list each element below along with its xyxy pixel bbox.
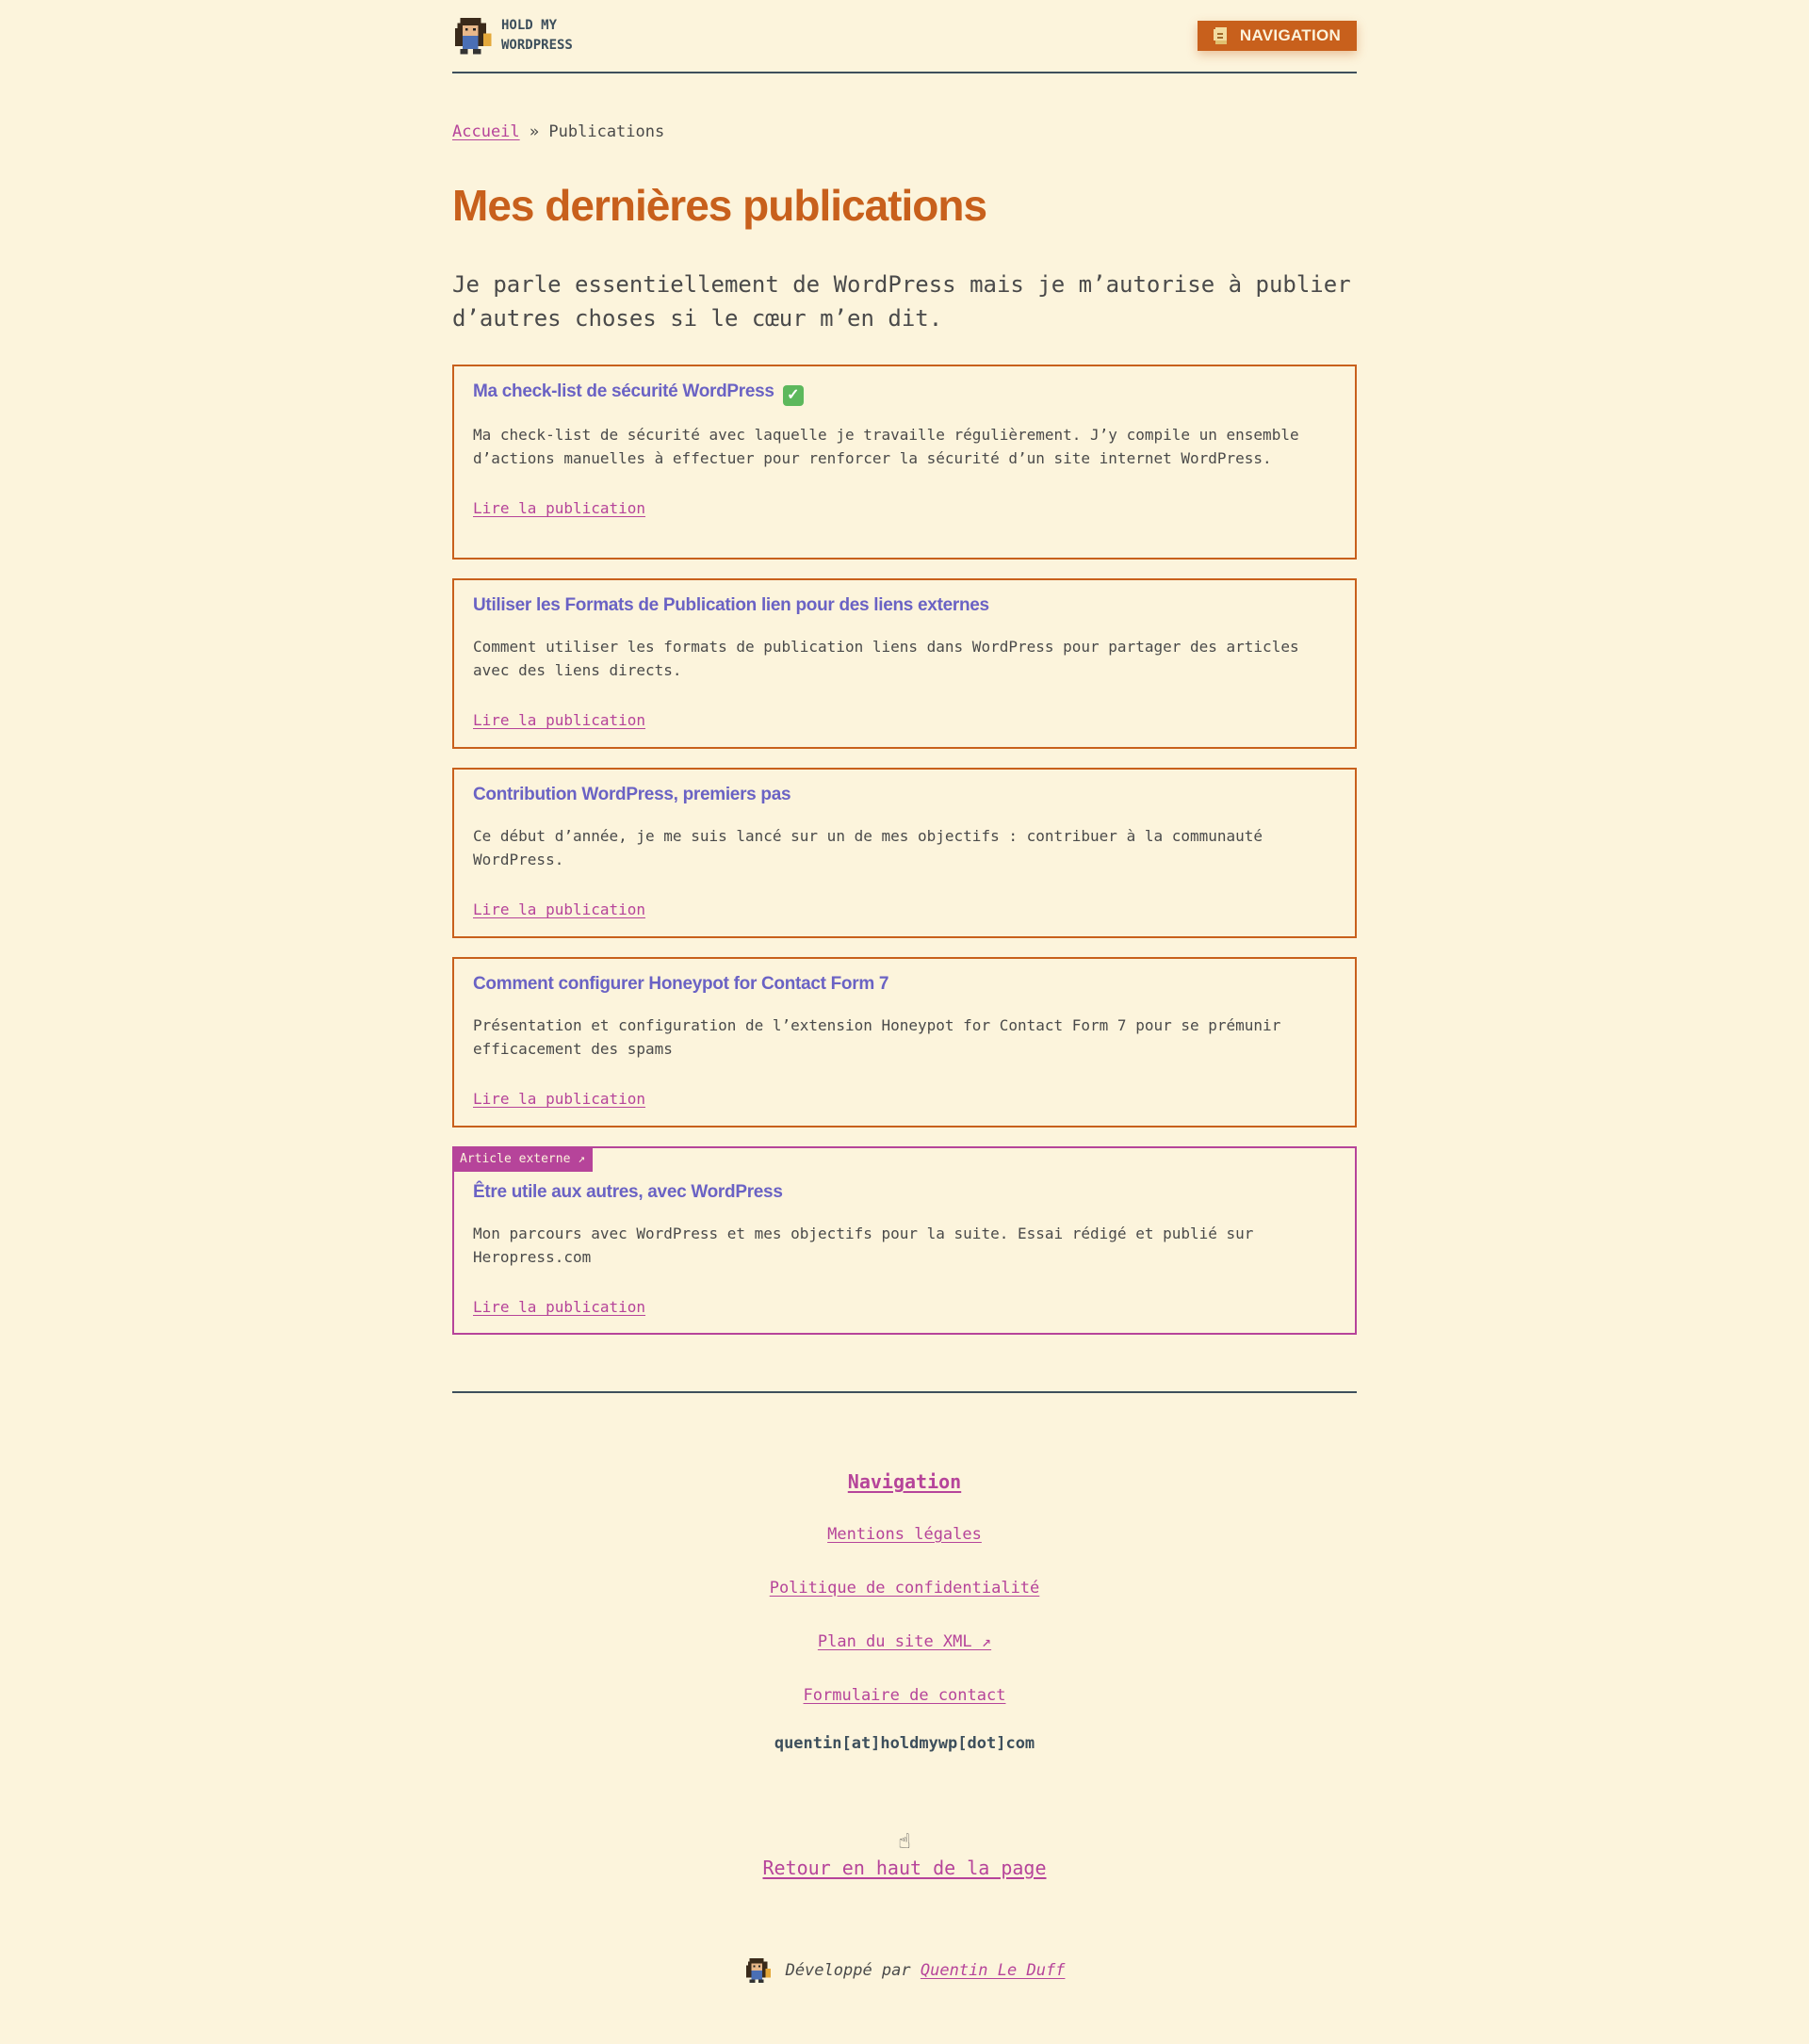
site-name-line1: HOLD MY <box>501 18 558 33</box>
site-name-line2: WORDPRESS <box>501 38 573 53</box>
credit-text: Développé par <box>785 1961 911 1980</box>
post-card <box>452 768 1357 938</box>
site-name <box>501 16 586 56</box>
legal-notice-link[interactable]: Mentions légales <box>827 1525 982 1544</box>
breadcrumb-current: Publications <box>548 122 665 141</box>
footer-divider <box>452 1391 1357 1393</box>
post-title[interactable]: Être utile aux autres, avec WordPress <box>473 1182 783 1202</box>
breadcrumb-separator: » <box>529 122 540 141</box>
read-post-link[interactable]: Lire la publication <box>473 499 646 517</box>
breadcrumb <box>452 122 1357 141</box>
breadcrumb-home-link[interactable]: Accueil <box>452 122 520 141</box>
back-to-top <box>452 1830 1357 1879</box>
post-title[interactable]: Ma check-list de sécurité WordPress ✓ <box>473 380 1336 406</box>
post-card <box>452 957 1357 1127</box>
footer-navigation-title <box>452 1470 1357 1493</box>
check-mark-icon: ✓ <box>783 385 804 406</box>
navigation-button[interactable] <box>1198 21 1357 51</box>
footer-links <box>452 1525 1357 1708</box>
post-description: Ce début d’année, je me suis lancé sur un de mes objectifs : contribuer à la communauté WordPress. <box>473 827 1263 868</box>
post-description: Comment utiliser les formats de publication liens dans WordPress pour partager des articles avec des liens directs. <box>473 638 1299 679</box>
post-card-external <box>452 1146 1357 1335</box>
footer-link-item <box>452 1686 1357 1708</box>
contact-email: quentin[at]holdmywp[dot]com <box>774 1734 1035 1753</box>
post-card <box>452 365 1357 560</box>
read-post-link[interactable]: Lire la publication <box>473 1298 646 1316</box>
author-link[interactable]: Quentin Le Duff <box>920 1961 1066 1980</box>
pointing-hand-icon: ☝ <box>898 1830 911 1854</box>
read-post-link[interactable]: Lire la publication <box>473 711 646 729</box>
scroll-icon <box>1214 27 1229 44</box>
credit-line <box>452 1956 1357 1985</box>
footer-navigation-link[interactable]: Navigation <box>847 1470 962 1493</box>
posts-list <box>452 365 1357 1335</box>
read-post-link[interactable]: Lire la publication <box>473 900 646 918</box>
site-header <box>452 0 1357 73</box>
avatar-logo-icon <box>744 1956 773 1985</box>
xml-sitemap-link[interactable]: Plan du site XML ↗ <box>817 1632 992 1651</box>
external-article-badge: Article externe ↗ <box>452 1146 593 1172</box>
navigation-button-label: NAVIGATION <box>1239 26 1342 44</box>
contact-form-link[interactable]: Formulaire de contact <box>803 1686 1006 1705</box>
footer-link-item <box>452 1632 1357 1654</box>
footer-link-item <box>452 1579 1357 1600</box>
post-description: Ma check-list de sécurité avec laquelle je travaille régulièrement. J’y compile un ensemble d’actions manuelles à effectuer pour renforcer la sécurité d’un site internet WordPress. <box>473 426 1299 467</box>
post-description: Mon parcours avec WordPress et mes objectifs pour la suite. Essai rédigé et publié sur Heropress.com <box>473 1225 1254 1266</box>
post-card <box>452 578 1357 749</box>
site-footer <box>452 1470 1357 1985</box>
back-to-top-link[interactable]: Retour en haut de la page <box>762 1857 1047 1879</box>
read-post-link[interactable]: Lire la publication <box>473 1090 646 1108</box>
footer-link-item <box>452 1525 1357 1547</box>
post-title[interactable]: Utiliser les Formats de Publication lien pour des liens externes <box>473 595 989 615</box>
post-description: Présentation et configuration de l’extension Honeypot for Contact Form 7 pour se prémunir efficacement des spams <box>473 1016 1281 1058</box>
site-logo-link[interactable] <box>452 15 586 57</box>
page-title: Mes dernières publications <box>452 181 987 230</box>
post-title[interactable]: Contribution WordPress, premiers pas <box>473 785 791 804</box>
privacy-policy-link[interactable]: Politique de confidentialité <box>769 1579 1040 1598</box>
avatar-logo-icon <box>452 15 494 57</box>
page-intro: Je parle essentiellement de WordPress mais je m’autorise à publier d’autres choses si le cœur m’en dit. <box>452 271 1351 332</box>
post-title[interactable]: Comment configurer Honeypot for Contact Form 7 <box>473 974 889 994</box>
